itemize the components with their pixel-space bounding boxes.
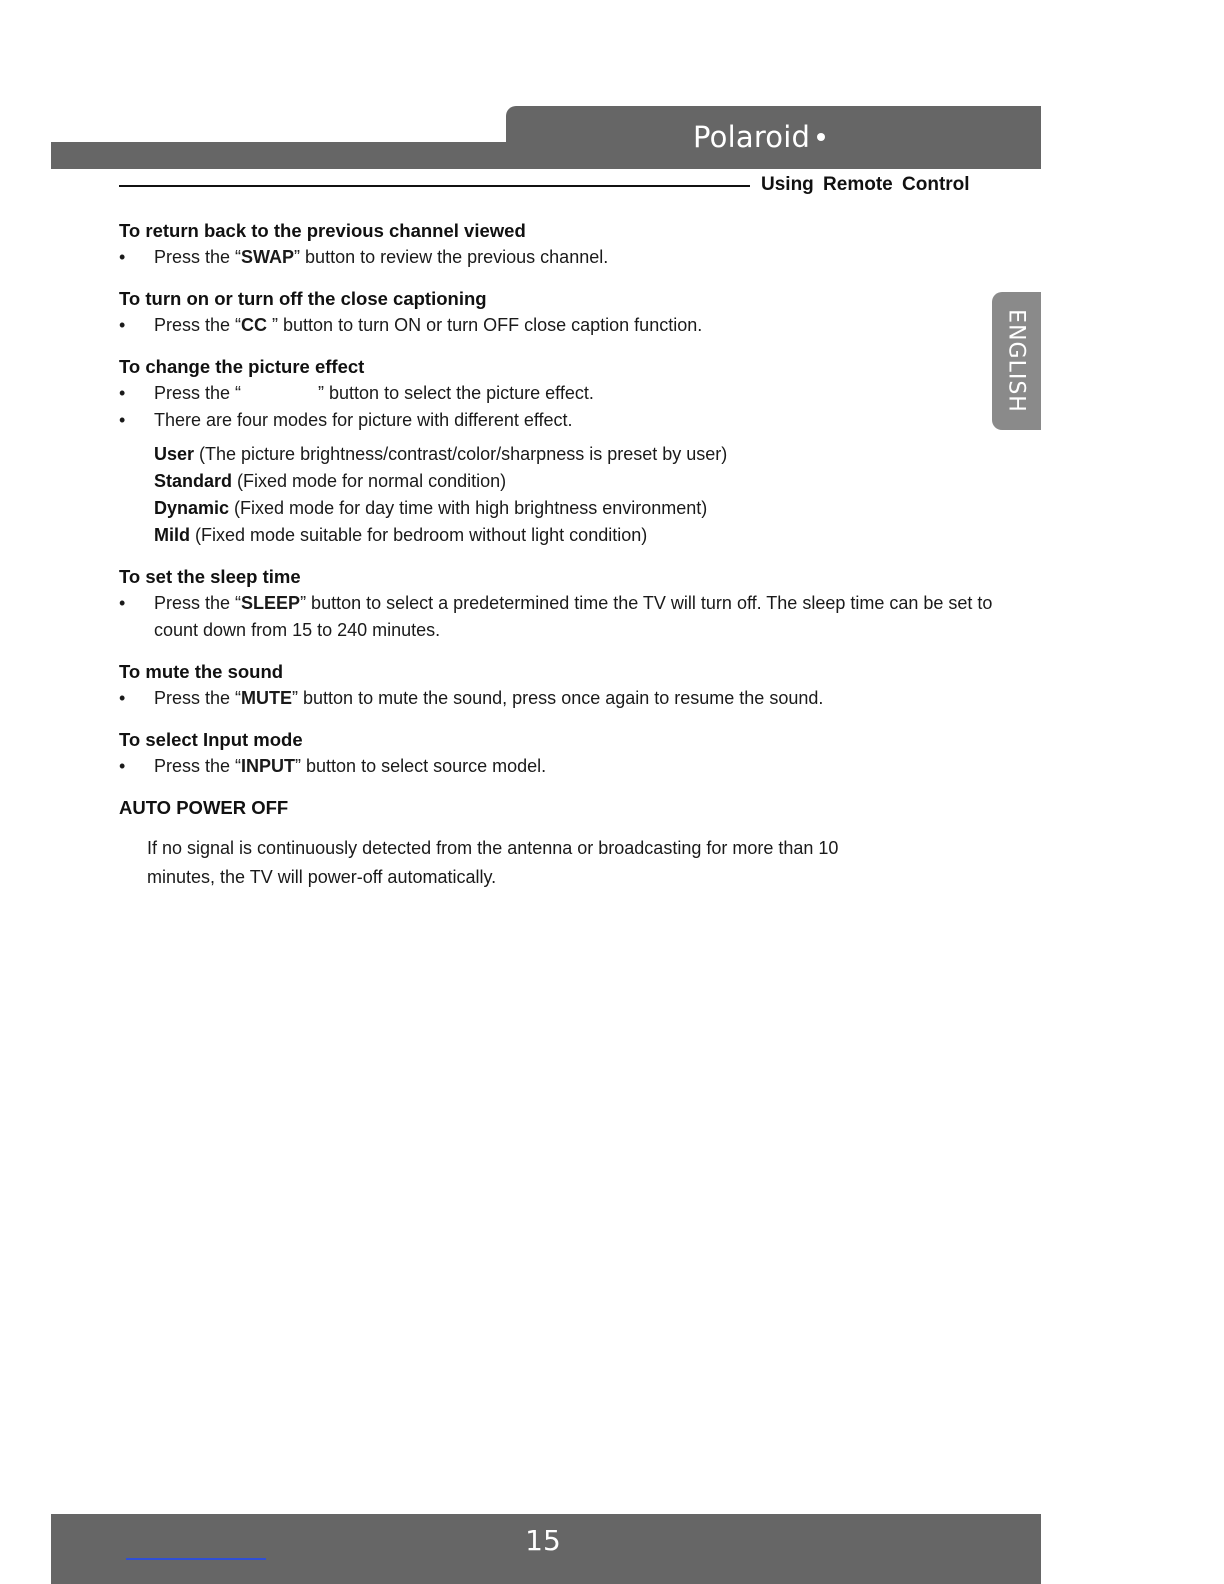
picture-modes: [119, 441, 999, 549]
section-heading: To change the picture effect: [119, 356, 365, 377]
section-heading: To set the sleep time: [119, 566, 301, 587]
bullet-icon: •: [119, 410, 126, 430]
brand-logo: Polaroid: [693, 115, 825, 159]
bullet-icon: •: [119, 756, 126, 776]
bullet-icon: •: [119, 593, 126, 613]
section-picture-effect: [119, 353, 999, 549]
bullet-icon: •: [119, 315, 126, 335]
section-previous-channel: [119, 217, 999, 271]
section-heading: To return back to the previous channel viewed: [119, 220, 526, 241]
page-content: [119, 217, 999, 906]
brand-dot-icon: [817, 133, 825, 141]
mode-dynamic: Dynamic (Fixed mode for day time with high brightness environment): [154, 498, 708, 518]
list-item: • Press the “SWAP” button to review the previous channel.: [119, 244, 999, 271]
section-rule: [119, 185, 750, 187]
list-item: • There are four modes for picture with different effect.: [119, 407, 999, 434]
page-number: 15: [525, 1524, 561, 1557]
section-sleep-time: [119, 563, 999, 644]
list-item: • Press the “INPUT” button to select source model.: [119, 753, 999, 780]
button-name: SWAP: [241, 247, 295, 267]
auto-power-off-text: If no signal is continuously detected from the antenna or broadcasting for more than 10 minutes, the TV will power-off automatically.: [147, 838, 839, 887]
bullet-icon: •: [119, 688, 126, 708]
footer-link-underline: [126, 1558, 266, 1560]
button-name: MUTE: [241, 688, 293, 708]
bullet-icon: •: [119, 247, 126, 267]
list-item: • Press the “CC ” button to turn ON or turn OFF close caption function.: [119, 312, 999, 339]
button-name: INPUT: [241, 756, 296, 776]
list-item: • Press the “SLEEP” button to select a predetermined time the TV will turn off. The sleep time can be set to count down from 15 to 240 minutes.: [119, 590, 999, 644]
mode-standard: Standard (Fixed mode for normal condition): [154, 471, 507, 491]
mode-mild: Mild (Fixed mode suitable for bedroom without light condition): [154, 525, 648, 545]
bullet-icon: •: [119, 383, 126, 403]
mode-user: User (The picture brightness/contrast/color/sharpness is preset by user): [154, 444, 728, 464]
section-auto-power-off: [119, 794, 999, 892]
section-heading: To select Input mode: [119, 729, 303, 750]
list-item: • Press the “ ” button to select the picture effect.: [119, 380, 999, 407]
section-heading: To turn on or turn off the close captioning: [119, 288, 487, 309]
list-item: • Press the “MUTE” button to mute the sound, press once again to resume the sound.: [119, 685, 999, 712]
section-heading: AUTO POWER OFF: [119, 797, 289, 818]
section-input-mode: [119, 726, 999, 780]
button-name: CC: [241, 315, 268, 335]
section-mute: [119, 658, 999, 712]
section-close-captioning: [119, 285, 999, 339]
language-tab-label: ENGLISH: [1003, 309, 1029, 413]
button-name: SLEEP: [241, 593, 301, 613]
section-title: Using Remote Control: [761, 174, 970, 195]
section-heading: To mute the sound: [119, 661, 284, 682]
